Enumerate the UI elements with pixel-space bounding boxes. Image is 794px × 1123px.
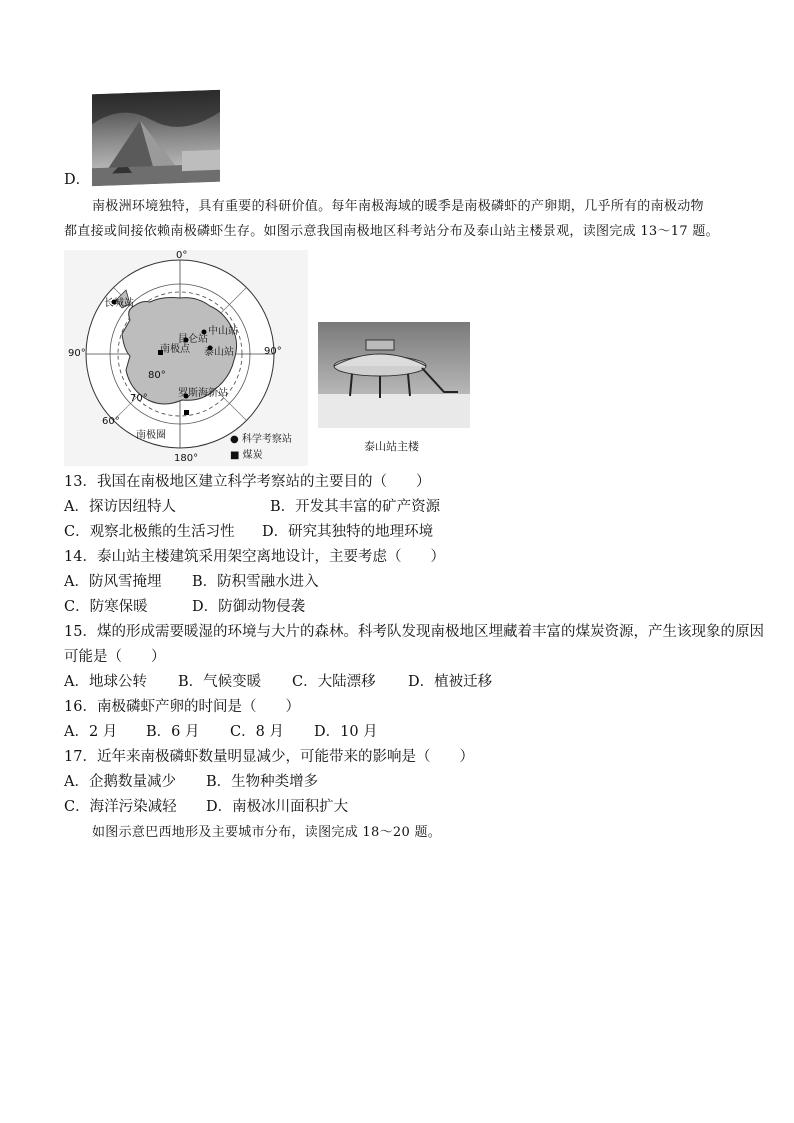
- station-taishan-label: 泰山站: [204, 347, 234, 358]
- q17-stem: 17．近年来南极磷虾数量明显减少，可能带来的影响是（ ）: [64, 749, 474, 765]
- q15-option-c[interactable]: C．大陆漂移: [292, 674, 376, 690]
- q17-option-c[interactable]: C．海洋污染减轻: [64, 799, 177, 815]
- q16-option-b[interactable]: B．6 月: [146, 724, 200, 740]
- q15-option-b[interactable]: B．气候变暖: [178, 674, 262, 690]
- lat-60-label: 60°: [102, 416, 120, 427]
- antarctic-circle-label: 南极圈: [136, 430, 166, 441]
- south-pole-label: 南极点: [160, 344, 190, 355]
- lon-90e-label: 90°: [264, 346, 282, 357]
- q13-option-c[interactable]: C．观察北极熊的生活习性: [64, 524, 235, 540]
- q14-option-c[interactable]: C．防寒保暖: [64, 599, 148, 615]
- q13-option-b[interactable]: B．开发其丰富的矿产资源: [270, 499, 441, 515]
- outro-text: 如图示意巴西地形及主要城市分布，读图完成 18～20 题。: [92, 825, 442, 840]
- q17-option-a[interactable]: A．企鹅数量减少: [64, 774, 176, 790]
- q15-option-d[interactable]: D．植被迁移: [408, 674, 493, 690]
- legend-station: ● 科学考察站: [230, 434, 292, 445]
- q14-option-a[interactable]: A．防风雪掩埋: [64, 574, 162, 590]
- q14-stem: 14．泰山站主楼建筑采用架空离地设计，主要考虑（ ）: [64, 549, 445, 565]
- station-changcheng-label: 长城站: [104, 298, 134, 309]
- taishan-station-photo: [318, 322, 470, 428]
- q13-option-d[interactable]: D．研究其独特的地理环境: [262, 524, 434, 540]
- photo-caption: 泰山站主楼: [364, 440, 419, 453]
- intro-line-2: 都直接或间接依赖南极磷虾生存。如图示意我国南极地区科考站分布及泰山站主楼景观，读图完成 13～17 题。: [64, 224, 719, 239]
- q13-stem: 13．我国在南极地区建立科学考察站的主要目的（ ）: [64, 474, 431, 490]
- q16-option-c[interactable]: C．8 月: [230, 724, 284, 740]
- pyramid-photo: [92, 90, 220, 186]
- ross-sea-station-label: 罗斯海新站: [178, 388, 228, 399]
- q14-option-d[interactable]: D．防御动物侵袭: [192, 599, 306, 615]
- q16-option-d[interactable]: D．10 月: [314, 724, 378, 740]
- q15-stem: 15．煤的形成需要暖湿的环境与大片的森林。科考队发现南极地区埋藏着丰富的煤炭资源，产生该现象的原因: [64, 624, 764, 640]
- q17-option-d[interactable]: D．南极冰川面积扩大: [206, 799, 349, 815]
- lat-80-label: 80°: [148, 370, 166, 381]
- option-d-label: D．: [64, 172, 91, 188]
- q15-stem-continued: 可能是（ ）: [64, 649, 166, 665]
- q15-option-a[interactable]: A．地球公转: [64, 674, 147, 690]
- q14-option-b[interactable]: B．防积雪融水进入: [192, 574, 319, 590]
- station-zhongshan-label: 中山站: [208, 326, 238, 337]
- station-kunlun-label: 昆仑站: [178, 334, 208, 345]
- q13-option-a[interactable]: A．探访因纽特人: [64, 499, 176, 515]
- lon-180-label: 180°: [174, 453, 199, 464]
- intro-line-1: 南极洲环境独特，具有重要的科研价值。每年南极海域的暖季是南极磷虾的产卵期，几乎所有的南极动物: [92, 199, 704, 214]
- legend-coal: ■ 煤炭: [230, 450, 263, 461]
- antarctica-map: [64, 250, 308, 466]
- q17-option-b[interactable]: B．生物种类增多: [206, 774, 319, 790]
- lon-90w-label: 90°: [68, 348, 86, 359]
- lon-0-label: 0°: [176, 250, 188, 261]
- q16-stem: 16．南极磷虾产卵的时间是（ ）: [64, 699, 300, 715]
- q16-option-a[interactable]: A．2 月: [64, 724, 118, 740]
- lat-70-label: 70°: [130, 393, 148, 404]
